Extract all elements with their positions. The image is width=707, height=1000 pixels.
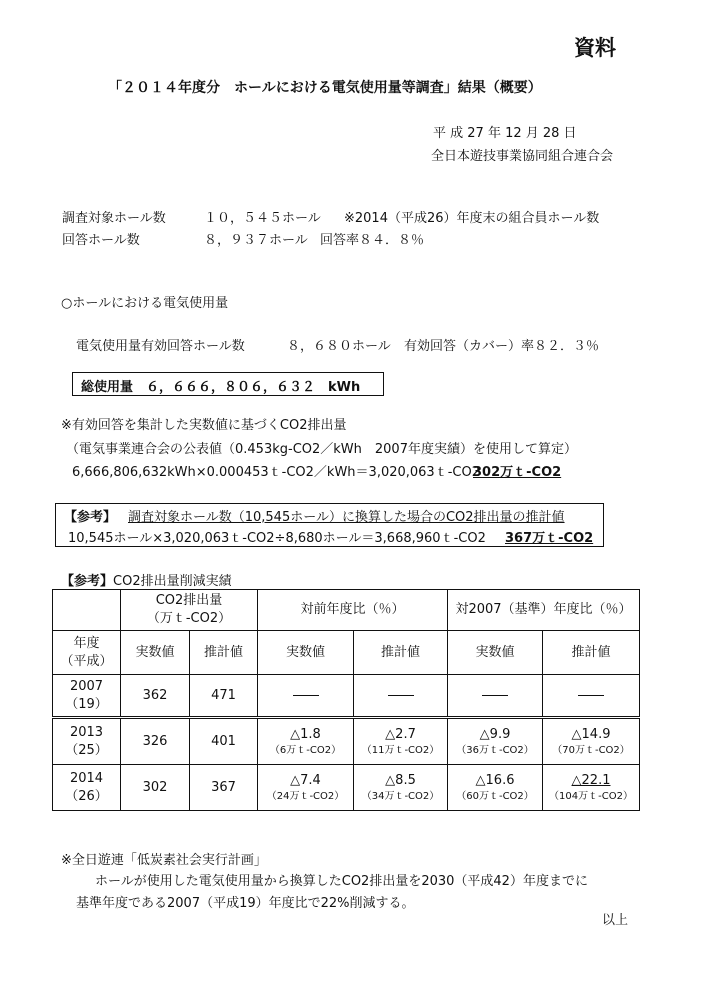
table-caption: CO2排出量削減実績 xyxy=(113,574,232,589)
col-prev-actual: 実数値 xyxy=(258,631,354,675)
empty-cell xyxy=(354,675,448,718)
prev-year-header: 対前年度比（％） xyxy=(258,590,448,631)
issue-date: 平 成 27 年 12 月 28 日 xyxy=(433,126,577,141)
co2-actual-heading: ※有効回答を集計した実数値に基づくCO2排出量 xyxy=(61,418,347,433)
table-subheader-row xyxy=(53,631,640,675)
year-cell: 2014 （26） xyxy=(53,765,121,811)
actual-cell: 326 xyxy=(121,718,190,765)
co2-estimate-result: 367万ｔ-CO2 xyxy=(505,531,594,546)
target-halls-note: ※2014（平成26）年度末の組合員ホール数 xyxy=(344,211,600,226)
total-usage: 総使用量 ６，６６６，８０６，６３２ kWh xyxy=(81,380,361,395)
co2-estimate-formula: 10,545ホール×3,020,063ｔ-CO2÷8,680ホール＝3,668,960ｔ-CO2 xyxy=(68,531,486,546)
co2-actual-result: 302万ｔ-CO2 xyxy=(473,465,562,480)
ratio-cell: △8.5 （34万ｔ-CO2） xyxy=(354,765,448,811)
organization-name: 全日本遊技事業協同組合連合会 xyxy=(431,149,614,164)
col-estimate: 推計値 xyxy=(190,631,258,675)
ratio-cell: △22.1 （104万ｔ-CO2） xyxy=(543,765,640,811)
year-cell: 2013 （25） xyxy=(53,718,121,765)
target-halls-label: 調査対象ホール数 xyxy=(62,211,166,226)
table-row xyxy=(53,718,640,765)
year-cell: 2007 （19） xyxy=(53,675,121,718)
plan-line-1: ホールが使用した電気使用量から換算したCO2排出量を2030（平成42）年度までに xyxy=(95,874,588,889)
col-base-actual: 実数値 xyxy=(448,631,543,675)
table-label: 【参考】 xyxy=(61,574,114,589)
col-prev-estimate: 推計値 xyxy=(354,631,448,675)
estimate-cell: 471 xyxy=(190,675,258,718)
col-base-estimate: 推計値 xyxy=(543,631,640,675)
estimate-cell: 401 xyxy=(190,718,258,765)
estimate-cell: 367 xyxy=(190,765,258,811)
valid-halls-label: 電気使用量有効回答ホール数 xyxy=(76,339,245,354)
end-mark: 以上 xyxy=(602,913,629,928)
empty-cell xyxy=(448,675,543,718)
co2-estimate-heading: 調査対象ホール数（10,545ホール）に換算した場合のCO2排出量の推計値 xyxy=(128,510,565,525)
co2-actual-method: （電気事業連合会の公表値（0.453kg-CO2／kWh 2007年度実績）を使用して算定） xyxy=(66,442,577,457)
empty-cell xyxy=(543,675,640,718)
ratio-cell: △1.8 （6万ｔ-CO2） xyxy=(258,718,354,765)
target-halls-value: １０，５４５ホール xyxy=(204,211,321,226)
response-halls-label: 回答ホール数 xyxy=(62,233,140,248)
co2-estimate-box xyxy=(55,503,604,547)
electricity-section-title: ○ホールにおける電気使用量 xyxy=(61,296,229,311)
table-header-row xyxy=(53,590,640,631)
ratio-cell: △14.9 （70万ｔ-CO2） xyxy=(543,718,640,765)
col-actual: 実数値 xyxy=(121,631,190,675)
empty-cell xyxy=(258,675,354,718)
corner-cell xyxy=(53,590,121,631)
actual-cell: 362 xyxy=(121,675,190,718)
plan-title: ※全日遊連「低炭素社会実行計画」 xyxy=(61,853,267,868)
plan-line-2: 基準年度である2007（平成19）年度比で22%削減する。 xyxy=(76,896,415,911)
total-usage-box xyxy=(72,372,384,396)
page-title: 「２０１４年度分 ホールにおける電気使用量等調査」結果（概要） xyxy=(108,80,542,96)
ratio-cell: △7.4 （24万ｔ-CO2） xyxy=(258,765,354,811)
base-year-header: 対2007（基準）年度比（％） xyxy=(448,590,640,631)
table-row xyxy=(53,765,640,811)
ratio-cell: △16.6 （60万ｔ-CO2） xyxy=(448,765,543,811)
year-header: 年度 （平成） xyxy=(53,631,121,675)
response-halls-value: ８，９３７ホール xyxy=(204,233,308,248)
co2-actual-formula: 6,666,806,632kWh×0.000453ｔ-CO2／kWh＝3,020,063ｔ-CO2 xyxy=(72,465,480,480)
table-row xyxy=(53,675,640,718)
response-rate: 回答率８４．８％ xyxy=(320,233,425,248)
emission-header: CO2排出量 （万ｔ-CO2） xyxy=(121,590,258,631)
valid-halls-value: ８，６８０ホール xyxy=(287,339,391,354)
ratio-cell: △2.7 （11万ｔ-CO2） xyxy=(354,718,448,765)
co2-reduction-table xyxy=(52,589,640,811)
valid-response-rate: 有効回答（カバー）率８２．３％ xyxy=(404,339,600,354)
actual-cell: 302 xyxy=(121,765,190,811)
co2-estimate-label: 【参考】 xyxy=(64,510,117,525)
document-label: 資料 xyxy=(574,36,616,60)
ratio-cell: △9.9 （36万ｔ-CO2） xyxy=(448,718,543,765)
